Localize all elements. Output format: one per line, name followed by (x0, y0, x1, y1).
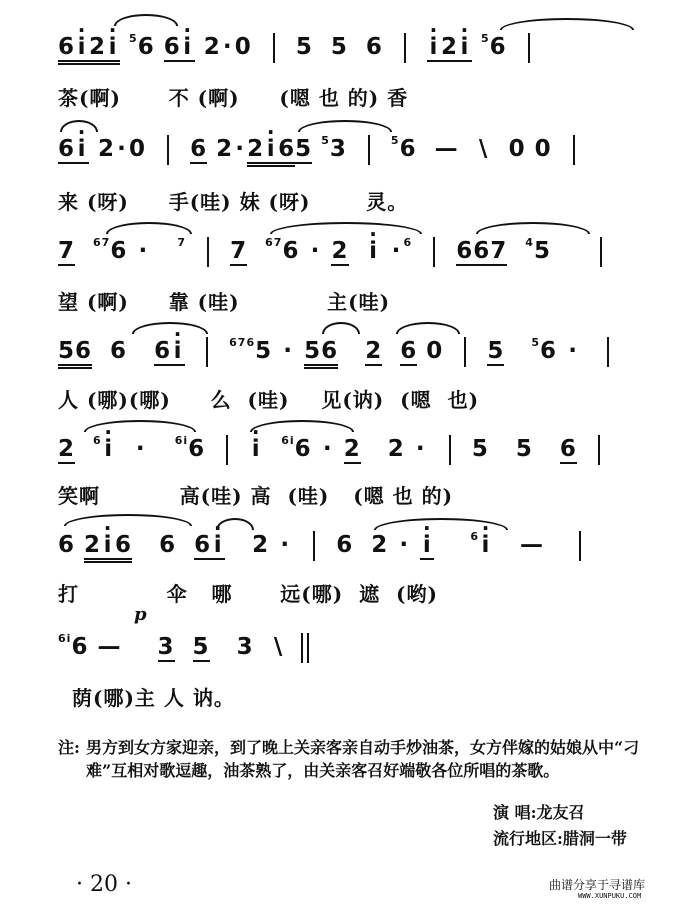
watermark-text: 曲谱分享于寻谱库 (549, 878, 646, 892)
notation-line-3: 7 $^{67}$6 · $^7$ 7 $^{67}$6 · 2 · i · $^6$ 667 $^4$5 (58, 236, 614, 267)
barline (313, 531, 315, 561)
note: 0 (508, 136, 526, 162)
note: 6 (163, 34, 181, 60)
barline (449, 435, 451, 465)
note: 5 (515, 436, 533, 462)
note: · i (264, 136, 278, 167)
note: 5 (304, 338, 321, 369)
note: 2 (440, 34, 458, 60)
slur (476, 222, 590, 234)
note: · (235, 136, 246, 162)
note: · i (420, 532, 434, 560)
note: 5 (255, 338, 273, 364)
note: · i (102, 436, 116, 462)
note: 6 (278, 136, 295, 167)
footnote (58, 736, 668, 782)
note: · (415, 436, 426, 462)
note: 6 (190, 136, 208, 162)
barline (607, 337, 609, 367)
notation-line-4: 56 6 6· i $^{676}$5 · 56 2 6 0 5 $^5$6 · (58, 336, 621, 369)
note: · (222, 34, 233, 60)
note: · (399, 532, 410, 558)
note: 6 (58, 532, 76, 558)
slur (500, 18, 634, 30)
note: 5 (295, 34, 313, 60)
note: · i (75, 136, 89, 164)
note: 6 (194, 532, 212, 558)
lyrics-line-4: 人 (哪)(哪) 么 (哇) 见(讷) (嗯 也) (58, 388, 480, 412)
slur (114, 14, 178, 26)
note: 6 (159, 532, 177, 558)
note: 3 (157, 634, 175, 660)
region-credit: 流行地区:腊洞一带 (493, 829, 627, 848)
slur (64, 514, 192, 526)
note: 6 (115, 532, 132, 563)
note: — (520, 532, 545, 558)
note: 2 (58, 436, 76, 462)
note: 6 (400, 338, 418, 364)
note: 6 (321, 338, 338, 369)
note: 0 (234, 34, 252, 60)
note: 2 (216, 136, 234, 162)
note: 5 (295, 136, 313, 162)
note: \ (478, 136, 489, 162)
note: 5 (330, 34, 348, 60)
page-number: · 20 · (76, 872, 132, 897)
note: 6 (137, 34, 155, 60)
barline (404, 33, 406, 63)
lyrics-line-2: 来 (呀) 手(哇) 妹 (呀) 灵。 (58, 190, 409, 214)
slur (250, 420, 354, 432)
note: 6 (399, 136, 417, 162)
note: · i (479, 532, 493, 558)
note: 5 (471, 436, 489, 462)
note: 7 (490, 238, 508, 264)
note: 6 (71, 634, 89, 660)
note: 6 (456, 238, 474, 264)
note: 2 (365, 338, 383, 364)
slur (132, 322, 208, 334)
slur (60, 120, 98, 132)
note: 6 (75, 338, 92, 369)
note: · (117, 136, 127, 162)
note: 2 (343, 436, 361, 462)
slur (396, 322, 460, 334)
barline (464, 337, 466, 367)
note: · i (427, 34, 441, 62)
footnote-label: 注: (58, 738, 80, 757)
note: · (283, 338, 294, 364)
note: 6 (489, 34, 507, 60)
barline (598, 435, 600, 465)
note: · i (211, 532, 225, 560)
lyrics-line-7: 荫(哪)主 人 讷。 (72, 686, 235, 710)
barline (528, 33, 530, 63)
barline (273, 33, 275, 63)
note: 2 (387, 436, 405, 462)
note: 2 (247, 136, 264, 167)
note: 6 (110, 238, 128, 264)
note: 6 (559, 436, 577, 462)
note: 6 (58, 34, 75, 65)
note: · i (106, 34, 120, 65)
slur (106, 222, 192, 234)
note: 6 (540, 338, 558, 364)
note: · (322, 436, 333, 462)
note: 2 (89, 34, 106, 65)
note: · i (367, 238, 381, 264)
note: · i (181, 34, 195, 62)
barline (226, 435, 228, 465)
note: 5 (58, 338, 75, 369)
note: 0 (534, 136, 552, 162)
note: — (97, 634, 122, 660)
note: 6 (294, 436, 312, 462)
lyrics-line-5: 笑啊 高(哇) 高 (哇) (嗯 也 的) (58, 484, 454, 508)
note: 2 (331, 238, 349, 264)
note: 7 (58, 238, 76, 264)
note: 0 (129, 136, 147, 162)
slur (84, 420, 196, 432)
slur (298, 120, 392, 132)
note: · i (249, 436, 263, 462)
note: 6 (154, 338, 172, 364)
barline (600, 237, 602, 267)
notation-line-5: 2 $^6$· i · $^{6i}$6 · i $^{6i}$6 · 2 2 · 5 5 6 (58, 434, 612, 465)
lyrics-line-1: 茶(啊) 不 (啊) (嗯 也 的) 香 (58, 86, 409, 110)
notation-line-1: 6· i 2· i $^5$6 6· i 2·0 5 5 6 · i 2· i $^5$6 (58, 32, 542, 65)
singer-credit: 演 唱:龙友召 (493, 803, 585, 822)
note: 6 (110, 338, 128, 364)
note: \ (273, 634, 284, 660)
note: · (280, 532, 291, 558)
note: · (310, 238, 321, 264)
note: 2 (371, 532, 389, 558)
barline (433, 237, 435, 267)
note: 2 (84, 532, 101, 563)
note: 6 (188, 436, 206, 462)
note: · (568, 338, 578, 364)
notation-line-6: 6 2· i 6 6 6· i 2 · 6 2 · · i $^6$· i — (58, 530, 593, 563)
note: 6 (336, 532, 354, 558)
note: · (138, 238, 149, 264)
notation-line-2: 6· i 2·0 6 2·2· i 65 $^5$3 $^5$6 — \ 0 0 (58, 134, 587, 167)
note: 5 (487, 338, 505, 364)
lyrics-line-6: 打 伞 哪 远(哪) 遮 (哟) (58, 582, 438, 606)
note: 2 (98, 136, 116, 162)
note: · (391, 238, 402, 264)
slur (270, 222, 422, 234)
lyrics-line-3: 望 (啊) 靠 (哇) 主(哇) (58, 290, 391, 314)
slur (322, 322, 360, 334)
note: 2 (252, 532, 270, 558)
note: 5 (192, 634, 210, 660)
final-barline (301, 633, 303, 663)
note: 0 (426, 338, 444, 364)
note: 6 (58, 136, 76, 162)
barline (368, 135, 370, 165)
note: 2 (203, 34, 221, 60)
note: · i (75, 34, 89, 65)
note: · i (171, 338, 185, 366)
footnote-text: 男方到女方家迎亲，到了晚上关亲客亲自动手炒油茶，女方伴嫁的姑娘从中“刁难”互相对歌逗趣，油茶熟了，由关亲客召好端敬各位所唱的茶歌。 (86, 738, 640, 780)
barline (206, 337, 208, 367)
note: 7 (230, 238, 248, 264)
note: · i (101, 532, 115, 563)
barline (167, 135, 169, 165)
dynamic-marking: p (134, 604, 147, 625)
notation-line-7: $^{6i}$6 — 3 5 3 \ (58, 632, 303, 663)
note: 6 (473, 238, 491, 264)
note: — (434, 136, 459, 162)
note: · (135, 436, 146, 462)
note: 3 (329, 136, 347, 162)
note: 3 (236, 634, 254, 660)
watermark-url: WWW.XUNPUKU.COM (578, 892, 642, 900)
note: 5 (533, 238, 551, 264)
barline (579, 531, 581, 561)
note: 6 (365, 34, 383, 60)
note: · i (458, 34, 472, 62)
barline (207, 237, 209, 267)
barline (573, 135, 575, 165)
note: 6 (282, 238, 300, 264)
